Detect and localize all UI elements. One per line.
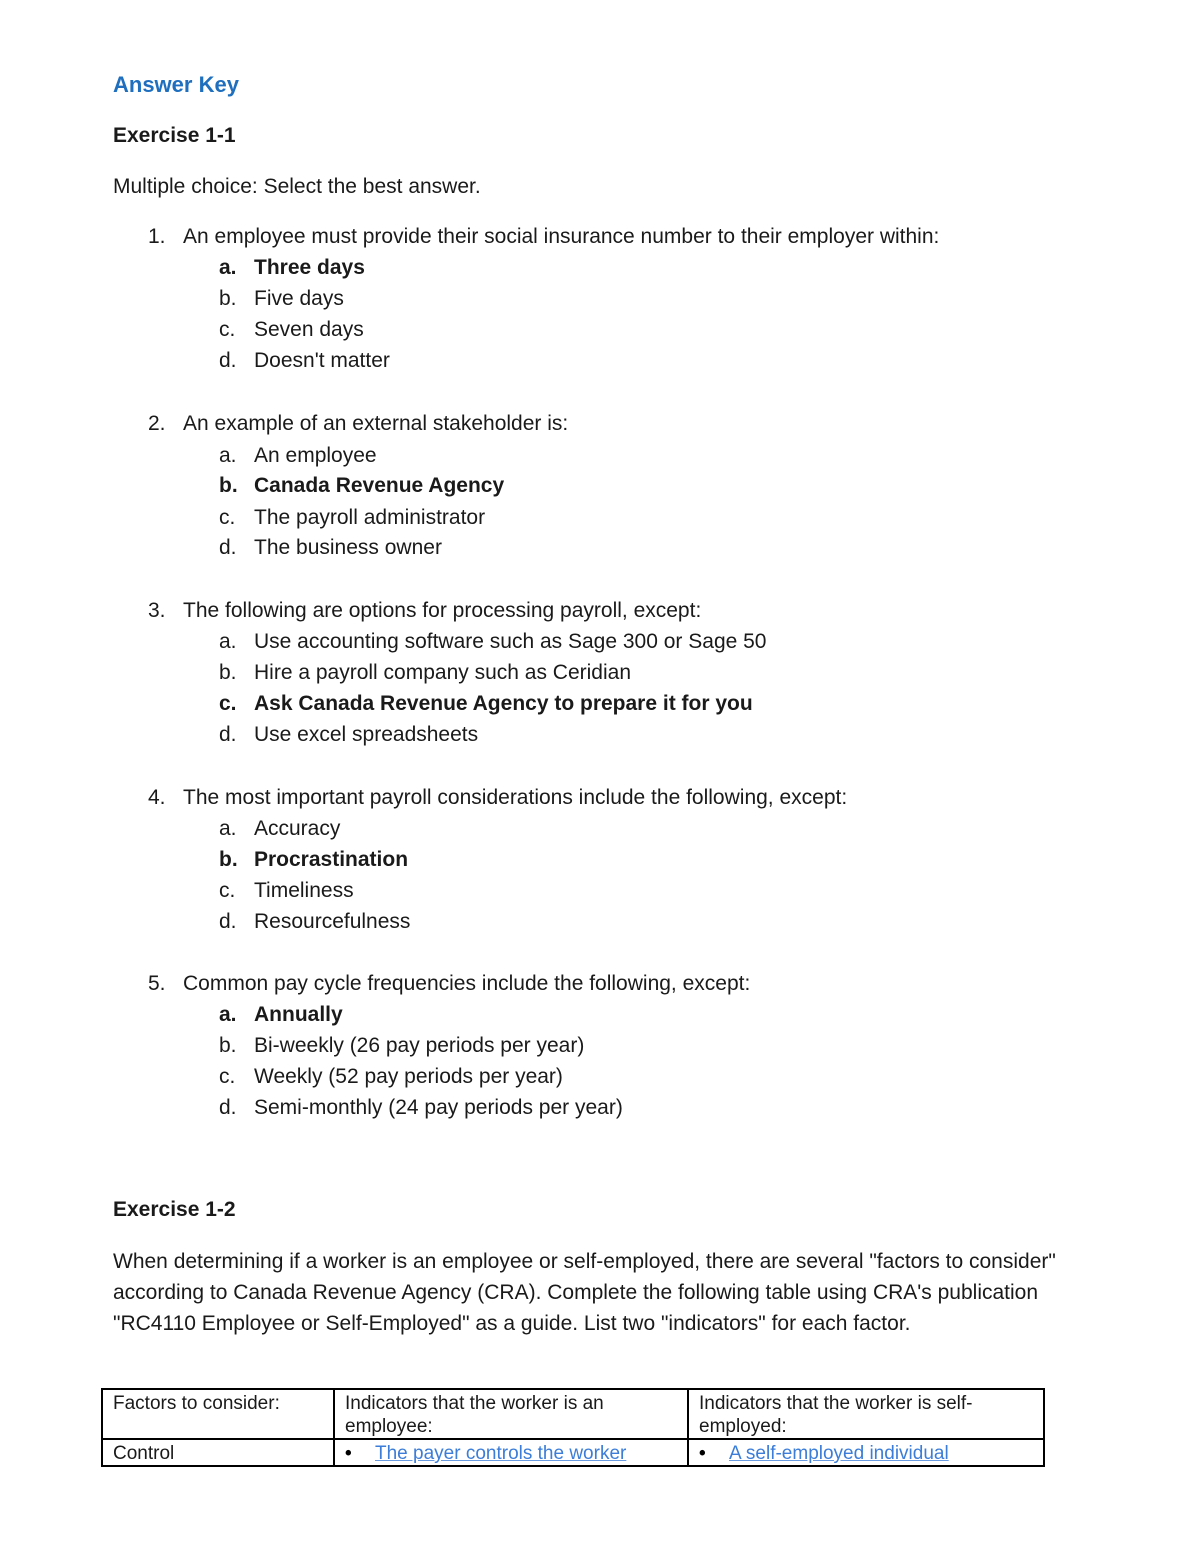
bullet-icon: • bbox=[699, 1443, 706, 1464]
answer-option: b. Bi-weekly (26 pay periods per year) bbox=[219, 1034, 585, 1057]
table-header-cell: Indicators that the worker is an employee: bbox=[334, 1389, 688, 1439]
answer-option-correct: a. Three days bbox=[219, 256, 365, 279]
question-number: 3. bbox=[148, 599, 166, 622]
answer-option: a. Accuracy bbox=[219, 817, 341, 840]
question-text: An example of an external stakeholder is: bbox=[183, 412, 569, 435]
answer-option: d. The business owner bbox=[219, 536, 442, 559]
table-header-cell: Indicators that the worker is self-employed: bbox=[688, 1389, 1044, 1439]
answer-option: d. Resourcefulness bbox=[219, 910, 411, 933]
answer-option: d. Use excel spreadsheets bbox=[219, 723, 479, 746]
question-number: 2. bbox=[148, 412, 166, 435]
table-row bbox=[102, 1439, 1044, 1466]
exercise-2-heading: Exercise 1-2 bbox=[113, 1198, 236, 1221]
answer-option: d. Semi-monthly (24 pay periods per year) bbox=[219, 1096, 623, 1119]
question-text: The most important payroll considerations include the following, except: bbox=[183, 786, 848, 809]
answer-option: a. Use accounting software such as Sage 300 or Sage 50 bbox=[219, 630, 767, 653]
factor-cell: Control bbox=[102, 1439, 334, 1466]
answer-option: b. Hire a payroll company such as Ceridian bbox=[219, 661, 632, 684]
exercise-1-heading: Exercise 1-1 bbox=[113, 124, 236, 147]
bullet-icon: • bbox=[345, 1443, 352, 1464]
answer-option: b. Five days bbox=[219, 287, 344, 310]
answer-option-correct: b. Procrastination bbox=[219, 848, 409, 871]
answer-option-correct: c. Ask Canada Revenue Agency to prepare it for you bbox=[219, 692, 753, 715]
self-employed-indicator-text: A self-employed individual bbox=[729, 1443, 949, 1464]
factors-table bbox=[101, 1388, 1045, 1467]
answer-option: c. The payroll administrator bbox=[219, 506, 486, 529]
exercise-1-instruction: Multiple choice: Select the best answer. bbox=[113, 175, 481, 198]
answer-option-correct: b. Canada Revenue Agency bbox=[219, 474, 505, 497]
self-employed-indicator-cell bbox=[688, 1439, 1044, 1466]
answer-option: a. An employee bbox=[219, 444, 377, 467]
answer-option: c. Weekly (52 pay periods per year) bbox=[219, 1065, 563, 1088]
exercise-2-paragraph: When determining if a worker is an employee or self-employed, there are several "factors to consider" according to Canada Revenue Agency (CRA). Complete the following table using CRA's publication "RC4110 Employee or Self-Employed" as a guide. List two "indicators" for each factor. bbox=[113, 1250, 1056, 1335]
question-number: 1. bbox=[148, 225, 166, 248]
answer-option: c. Seven days bbox=[219, 318, 364, 341]
question-text: The following are options for processing payroll, except: bbox=[183, 599, 702, 622]
question-text: Common pay cycle frequencies include the following, except: bbox=[183, 972, 751, 995]
page-title: Answer Key bbox=[113, 72, 239, 97]
employee-indicator-cell bbox=[334, 1439, 688, 1466]
answer-option: c. Timeliness bbox=[219, 879, 354, 902]
employee-indicator-text: The payer controls the worker bbox=[375, 1443, 627, 1464]
question-text: An employee must provide their social insurance number to their employer within: bbox=[183, 225, 940, 248]
table-header-row bbox=[102, 1389, 1044, 1439]
question-number: 4. bbox=[148, 786, 166, 809]
answer-option: d. Doesn't matter bbox=[219, 349, 390, 372]
question-number: 5. bbox=[148, 972, 166, 995]
answer-option-correct: a. Annually bbox=[219, 1003, 343, 1026]
table-header-cell: Factors to consider: bbox=[102, 1389, 334, 1439]
